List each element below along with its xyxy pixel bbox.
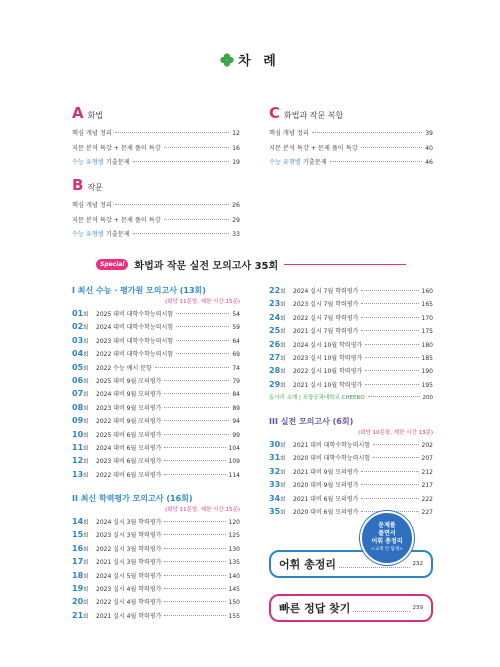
test-number: 27회 bbox=[269, 352, 286, 362]
test-number: 04회 bbox=[72, 349, 89, 359]
test-page: 74 bbox=[232, 364, 240, 372]
answers-title: 빠른 정답 찾기 bbox=[279, 602, 351, 615]
test-title: 2023 실시 4월 학력평가 bbox=[96, 585, 162, 593]
test-title: 2020 대비 9월 모의평가 bbox=[293, 482, 359, 490]
test-page: 202 bbox=[421, 442, 433, 449]
section-letter: B bbox=[72, 176, 84, 194]
test-page: 135 bbox=[228, 559, 240, 567]
test-row[interactable] bbox=[269, 467, 433, 480]
part-heading: I 최신 수능 · 평가원 모의고사 (13회) bbox=[72, 286, 206, 295]
test-number: 05회 bbox=[72, 362, 89, 372]
test-row[interactable] bbox=[72, 416, 240, 429]
test-page: 64 bbox=[232, 337, 240, 345]
test-title: 2023 실시 3월 학력평가 bbox=[96, 532, 162, 540]
test-title: 2024 실시 10월 학력평가 bbox=[293, 341, 363, 349]
test-row[interactable] bbox=[72, 309, 240, 322]
part-two bbox=[72, 493, 240, 624]
test-number: 32회 bbox=[269, 466, 286, 476]
test-row[interactable] bbox=[72, 376, 240, 389]
test-page: 140 bbox=[228, 572, 240, 580]
test-page: 207 bbox=[421, 455, 433, 463]
test-title: 2020 대비 6월 모의평가 bbox=[293, 508, 359, 516]
test-number: 18회 bbox=[72, 570, 89, 580]
test-row[interactable] bbox=[72, 517, 240, 530]
test-row[interactable] bbox=[72, 456, 240, 469]
test-title: 2022 실시 3월 학력평가 bbox=[96, 545, 162, 553]
test-row[interactable] bbox=[72, 584, 240, 597]
test-row[interactable] bbox=[269, 353, 433, 366]
test-row[interactable] bbox=[72, 403, 240, 416]
bonus-row[interactable]: 동아리 소개 | 포항공과대학교 CHEERO 200 bbox=[269, 395, 433, 402]
test-row[interactable] bbox=[72, 430, 240, 443]
test-row[interactable] bbox=[269, 299, 433, 312]
test-page: 185 bbox=[421, 354, 433, 362]
toc-row[interactable]: 수능 유형별 기출문제 46 bbox=[269, 159, 433, 166]
test-row[interactable] bbox=[72, 443, 240, 456]
test-page: 99 bbox=[232, 431, 240, 439]
test-row[interactable] bbox=[72, 336, 240, 349]
test-row[interactable] bbox=[72, 611, 240, 624]
section-a bbox=[72, 104, 240, 172]
test-list bbox=[72, 517, 240, 624]
test-row[interactable] bbox=[72, 322, 240, 335]
test-page: 84 bbox=[232, 391, 240, 399]
test-row[interactable] bbox=[72, 530, 240, 543]
test-page: 227 bbox=[421, 508, 433, 516]
test-title: 2024 실시 5월 학력평가 bbox=[96, 572, 162, 580]
test-title: 2021 실시 3월 학력평가 bbox=[96, 559, 162, 567]
test-number: 09회 bbox=[72, 416, 89, 426]
vocab-title: 어휘 총정리 bbox=[279, 558, 336, 571]
test-number: 13회 bbox=[72, 469, 89, 479]
test-number: 11회 bbox=[72, 442, 89, 452]
test-page: 155 bbox=[228, 612, 240, 620]
test-number: 08회 bbox=[72, 402, 89, 412]
test-page: 94 bbox=[232, 418, 240, 426]
test-page: 212 bbox=[421, 468, 433, 476]
vocab-burst-badge: 문제를 풀면서 어휘 총정리 <교재 안 탑재> bbox=[360, 511, 414, 565]
test-title: 2022 수능 예시 문항 bbox=[96, 364, 152, 372]
test-row[interactable] bbox=[72, 363, 240, 376]
test-row[interactable] bbox=[269, 440, 433, 453]
test-row[interactable] bbox=[269, 326, 433, 339]
special-title: 화법과 작문 실전 모의고사 35회 bbox=[134, 260, 279, 272]
test-title: 2025 대비 대학수학능력시험 bbox=[96, 311, 174, 318]
test-title: 2022 실시 10월 학력평가 bbox=[293, 368, 363, 376]
part-two-cont bbox=[269, 286, 433, 406]
test-title: 2022 실시 7월 학력평가 bbox=[293, 314, 359, 322]
test-row[interactable] bbox=[269, 507, 433, 520]
test-number: 07회 bbox=[72, 389, 89, 399]
test-row[interactable] bbox=[269, 366, 433, 379]
test-number: 16회 bbox=[72, 543, 89, 553]
test-page: 150 bbox=[228, 599, 240, 607]
test-number: 25회 bbox=[269, 326, 286, 336]
test-row[interactable] bbox=[72, 349, 240, 362]
test-page: 165 bbox=[421, 301, 433, 309]
part-note: (회당 11문항, 제한 시간 15분) bbox=[165, 299, 240, 305]
test-row[interactable] bbox=[72, 389, 240, 402]
page-title bbox=[0, 50, 500, 69]
test-page: 170 bbox=[421, 314, 433, 322]
section-title: 작문 bbox=[87, 183, 103, 192]
test-number: 20회 bbox=[72, 597, 89, 607]
test-title: 2024 대비 대학수학능력시험 bbox=[96, 324, 174, 332]
test-page: 79 bbox=[232, 377, 240, 385]
test-number: 30회 bbox=[269, 440, 286, 449]
test-row[interactable] bbox=[269, 480, 433, 493]
toc-row[interactable]: 핵심 개념 정리 12 bbox=[72, 130, 240, 137]
test-page: 160 bbox=[421, 288, 433, 295]
answers-box[interactable]: 빠른 정답 찾기 239 bbox=[269, 594, 433, 622]
test-number: 21회 bbox=[72, 610, 89, 620]
test-title: 2024 대비 6월 모의평가 bbox=[96, 444, 162, 452]
special-heading bbox=[96, 254, 406, 274]
test-page: 69 bbox=[232, 351, 240, 359]
test-number: 35회 bbox=[269, 506, 286, 516]
toc-row[interactable]: 지문 분석 특강 + 문제 풀이 특강 29 bbox=[72, 216, 240, 224]
test-number: 12회 bbox=[72, 456, 89, 466]
test-row[interactable] bbox=[72, 557, 240, 570]
part-note: (회당 11문항, 제한 시간 15분) bbox=[165, 507, 240, 513]
test-row[interactable] bbox=[269, 453, 433, 466]
test-number: 34회 bbox=[269, 493, 286, 503]
test-page: 130 bbox=[228, 545, 240, 553]
test-row[interactable] bbox=[269, 494, 433, 507]
test-number: 02회 bbox=[72, 322, 89, 332]
test-page: 145 bbox=[228, 585, 240, 593]
test-title: 2022 실시 4월 학력평가 bbox=[96, 599, 162, 607]
test-row[interactable] bbox=[269, 286, 433, 299]
test-title: 2021 대비 9월 모의평가 bbox=[293, 468, 359, 476]
test-row[interactable] bbox=[72, 544, 240, 557]
test-page: 109 bbox=[228, 458, 240, 466]
part-three bbox=[269, 416, 433, 520]
section-c bbox=[269, 104, 433, 172]
test-title: 2023 실시 10월 학력평가 bbox=[293, 354, 363, 362]
test-title: 2025 대비 9월 모의평가 bbox=[96, 377, 162, 385]
test-title: 2021 실시 4월 학력평가 bbox=[96, 612, 162, 620]
divider bbox=[284, 264, 406, 265]
test-page: 89 bbox=[232, 404, 240, 412]
test-title: 2021 실시 7월 학력평가 bbox=[293, 328, 359, 336]
test-list bbox=[269, 286, 433, 393]
test-number: 10회 bbox=[72, 429, 89, 439]
test-title: 2024 대비 9월 모의평가 bbox=[96, 391, 162, 399]
test-title: 2023 대비 대학수학능력시험 bbox=[96, 337, 174, 345]
test-title: 2022 대비 6월 모의평가 bbox=[96, 471, 162, 479]
test-title: 2023 대비 6월 모의평가 bbox=[96, 458, 162, 466]
section-title: 화법 bbox=[87, 111, 104, 120]
test-row[interactable] bbox=[72, 571, 240, 584]
toc-row[interactable]: 핵심 개념 정리 39 bbox=[269, 130, 433, 137]
test-number: 01회 bbox=[72, 309, 89, 318]
test-title: 2024 실시 3월 학력평가 bbox=[96, 519, 162, 526]
test-number: 15회 bbox=[72, 530, 89, 540]
clover-icon bbox=[220, 53, 234, 67]
toc-row[interactable]: 수능 유형별 기출문제 19 bbox=[72, 159, 240, 166]
test-page: 217 bbox=[421, 482, 433, 490]
test-page: 104 bbox=[228, 444, 240, 452]
test-page: 120 bbox=[228, 519, 240, 526]
test-row[interactable] bbox=[269, 380, 433, 393]
test-page: 180 bbox=[421, 341, 433, 349]
toc-row[interactable]: 지문 분석 특강 + 문제 풀이 특강 16 bbox=[72, 144, 240, 152]
test-title: 2022 대비 9월 모의평가 bbox=[96, 418, 162, 426]
title-text: 차 례 bbox=[238, 54, 280, 69]
test-number: 26회 bbox=[269, 339, 286, 349]
vocab-box[interactable]: 어휘 총정리 232 bbox=[269, 550, 433, 578]
test-page: 54 bbox=[232, 311, 240, 318]
section-title: 화법과 작문 복합 bbox=[284, 111, 344, 120]
test-number: 28회 bbox=[269, 366, 286, 376]
test-number: 29회 bbox=[269, 379, 286, 389]
test-number: 06회 bbox=[72, 375, 89, 385]
test-number: 14회 bbox=[72, 517, 89, 526]
section-b bbox=[72, 176, 240, 244]
toc-row[interactable]: 수능 유형별 기출문제 33 bbox=[72, 231, 240, 238]
test-title: 2021 대비 대학수학능력시험 bbox=[293, 442, 371, 449]
test-number: 03회 bbox=[72, 335, 89, 345]
test-title: 2023 실시 7월 학력평가 bbox=[293, 301, 359, 309]
toc-row[interactable]: 핵심 개념 정리 26 bbox=[72, 202, 240, 209]
test-title: 2021 대비 6월 모의평가 bbox=[293, 495, 359, 503]
test-title: 2021 실시 10월 학력평가 bbox=[293, 381, 363, 389]
test-number: 17회 bbox=[72, 557, 89, 567]
test-page: 222 bbox=[421, 495, 433, 503]
test-page: 190 bbox=[421, 368, 433, 376]
test-row[interactable] bbox=[269, 313, 433, 326]
part-one bbox=[72, 285, 240, 483]
test-page: 59 bbox=[232, 324, 240, 332]
test-row[interactable] bbox=[72, 597, 240, 610]
toc-row[interactable]: 지문 분석 특강 + 문제 풀이 특강 40 bbox=[269, 144, 433, 152]
test-title: 2023 대비 9월 모의평가 bbox=[96, 404, 162, 412]
test-list bbox=[269, 440, 433, 520]
test-number: 31회 bbox=[269, 453, 286, 463]
test-page: 114 bbox=[228, 471, 240, 479]
test-number: 22회 bbox=[269, 286, 286, 295]
section-letter: C bbox=[269, 104, 281, 122]
section-letter: A bbox=[72, 104, 84, 122]
special-badge: Special bbox=[96, 259, 128, 270]
test-number: 33회 bbox=[269, 480, 286, 490]
test-row[interactable] bbox=[72, 470, 240, 483]
test-title: 2022 대비 대학수학능력시험 bbox=[96, 351, 174, 359]
test-number: 24회 bbox=[269, 312, 286, 322]
test-page: 195 bbox=[421, 381, 433, 389]
part-note: (회당 10문항, 제한 시간 13분) bbox=[358, 430, 433, 436]
test-page: 125 bbox=[228, 532, 240, 540]
part-heading: II 최신 학력평가 모의고사 (16회) bbox=[72, 494, 193, 503]
test-title: 2024 실시 7월 학력평가 bbox=[293, 288, 359, 295]
test-list bbox=[72, 309, 240, 483]
test-row[interactable] bbox=[269, 340, 433, 353]
test-number: 23회 bbox=[269, 299, 286, 309]
test-title: 2025 대비 6월 모의평가 bbox=[96, 431, 162, 439]
test-number: 19회 bbox=[72, 583, 89, 593]
part-heading: III 실전 모의고사 (6회) bbox=[269, 417, 354, 426]
test-page: 175 bbox=[421, 328, 433, 336]
test-title: 2020 대비 대학수학능력시험 bbox=[293, 455, 371, 463]
